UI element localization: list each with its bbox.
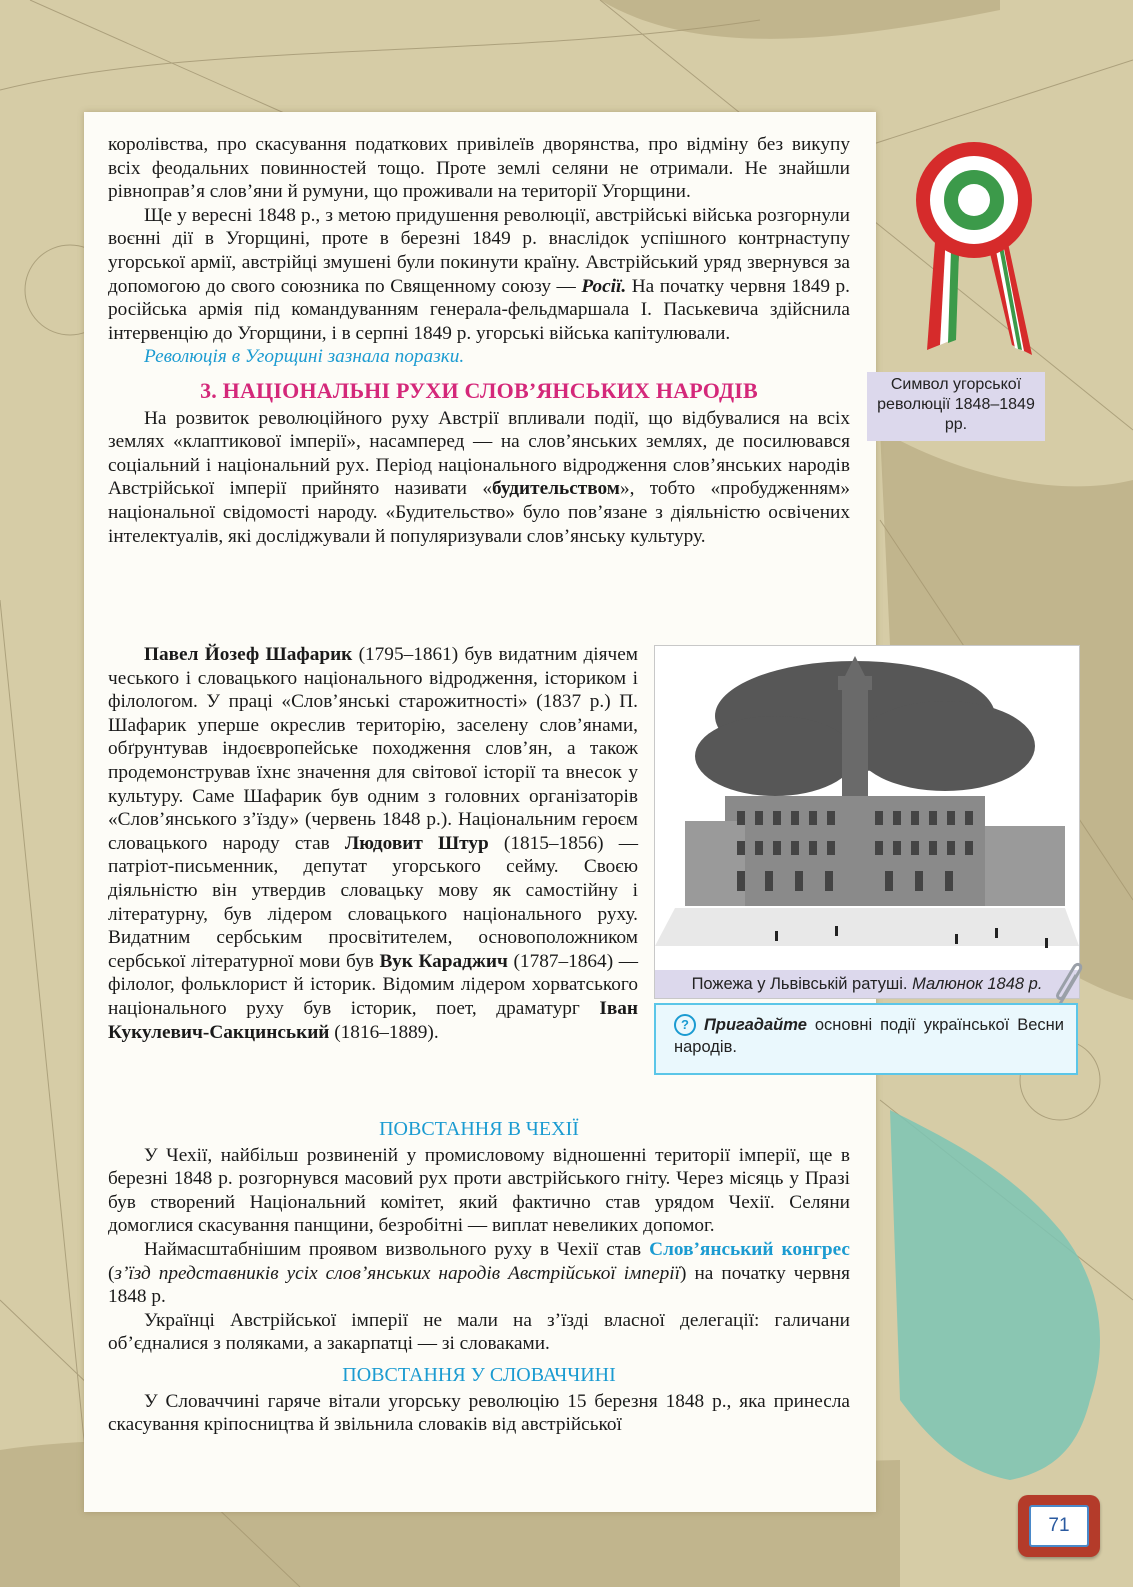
paragraph: Ще у вересні 1848 р., з метою придушення революції, австрійські війська розгорнули воєнні дії в Угорщині, проте в березні 1849 р. внаслідок успішного контрнаступу угорської армії, австрійці змушені були покинути країну. Австрійський уряд звернувся за допомогою до свого союзника по Священному союзу — Росії. На початку червня 1849 р. російська армія під командуванням генерала-фельдмаршала І. Паськевича здійснила інтервенцію до Угорщини, і в серпні 1849 р. угорські війська капітулювали.	[108, 204, 850, 344]
paragraph: На розвиток революційного руху Австрії впливали події, що відбувалися на всіх землях «клаптикової імперії», насамперед — на слов’янських землях, де посилювався соціальний і національний рух. Період національного відродження слов’янських народів Австрійської імперії прийнято називати «будительством», тобто «пробудженням» національної свідомості народу. «Будительство» було пов’язане з діяльністю освічених інтелектуалів, які досліджували й популяризували слов’янську культуру.	[108, 407, 850, 547]
paragraph: У Словаччині гаряче вітали угорську революцію 15 березня 1848 р., яка принесла скасування кріпосництва й звільнила словаків від австрійської	[108, 1390, 850, 1436]
paragraph: королівства, про скасування податкових привілеїв дворянства, про відміну без викупу всіх феодальних повинностей тощо. Проте землі селяни не отримали. Не знайшли рівноправ’я слов’яни й румуни, що проживали на території Угорщини.	[108, 134, 850, 203]
lviv-fire-figure	[654, 645, 1080, 999]
paragraph: Українці Австрійської імперії не мали на з’їзді власної делегації: галичани об’єдналися з поляками, а закарпатці — зі словаками.	[108, 1309, 850, 1355]
lviv-town-hall-fire-image	[655, 646, 1079, 970]
conclusion-text: Революція в Угорщині зазнала поразки.	[144, 346, 465, 368]
question-icon: ?	[674, 1014, 696, 1036]
hungarian-rosette-image	[912, 140, 1037, 365]
subsection-heading-slovakia: ПОВСТАННЯ У СЛОВАЧЧИНІ	[342, 1363, 616, 1386]
rosette-caption: Символ угорської революції 1848–1849 рр.	[867, 372, 1045, 441]
paragraph: У Чехії, найбільш розвиненій у промисловому відношенні території імперії, ще в березні 1848 р. розгорнувся масовий рух проти австрійського гніту. Через місяць у Празі був створений Національний комітет, який фактично став урядом Чехії. Селяни домоглися скасування панщини, безробітні — виплат невеликих допомог.	[108, 1144, 850, 1237]
paragraph: Павел Йозеф Шафарик (1795–1861) був видатним діячем чеського і словацького національного відродження, істориком і філологом. У праці «Слов’янські старожитності» (1837 р.) П. Шафарик уперше окреслив територію, заселену слов’янами, обґрунтував індоєвропейське походження слов’ян, а також продемонстрував їхнє значення для світової історії та внесок у культуру. Саме Шафарик був одним з головних організаторів «Слов’янського з’їзду» (червень 1848 р.). Національним героєм словацького народу став Людовит Штур (1815–1856) — патріот-письменник, депутат угорського сейму. Своєю діяльністю він утвердив словацьку мову як самостійну і літературну, був лідером словацького національного руху. Видатним сербським просвітителем, основоположником сербської літературної мови був Вук Караджич (1787–1864) — філолог, фольклорист й історик. Відомим лідером хорватського національного руху був історик, поет, драматург Іван Кукулевич-Сакцинський (1816–1889).	[108, 644, 639, 1043]
text-block-bottom	[108, 1110, 850, 1437]
text-block-column	[108, 643, 638, 1044]
section-heading: 3. НАЦІОНАЛЬНІ РУХИ СЛОВ’ЯНСЬКИХ НАРОДІВ	[200, 377, 758, 403]
paragraph: Наймасштабнішим проявом визвольного руху в Чехії став Слов’янський конгрес (з’їзд представників усіх слов’янських народів Австрійської імперії) на початку червня 1848 р.	[108, 1238, 850, 1308]
subsection-heading-czech: ПОВСТАННЯ В ЧЕХІЇ	[379, 1118, 579, 1140]
text-block-top	[108, 133, 850, 548]
recall-box: ? Пригадайте основні події української Весни народів.	[654, 1003, 1078, 1075]
page-number-badge	[1018, 1495, 1100, 1557]
page-number: 71	[1029, 1505, 1089, 1547]
paperclip-icon	[1052, 962, 1086, 1008]
figure-caption: Пожежа у Львівській ратуші. Малюнок 1848 р.	[655, 970, 1079, 998]
